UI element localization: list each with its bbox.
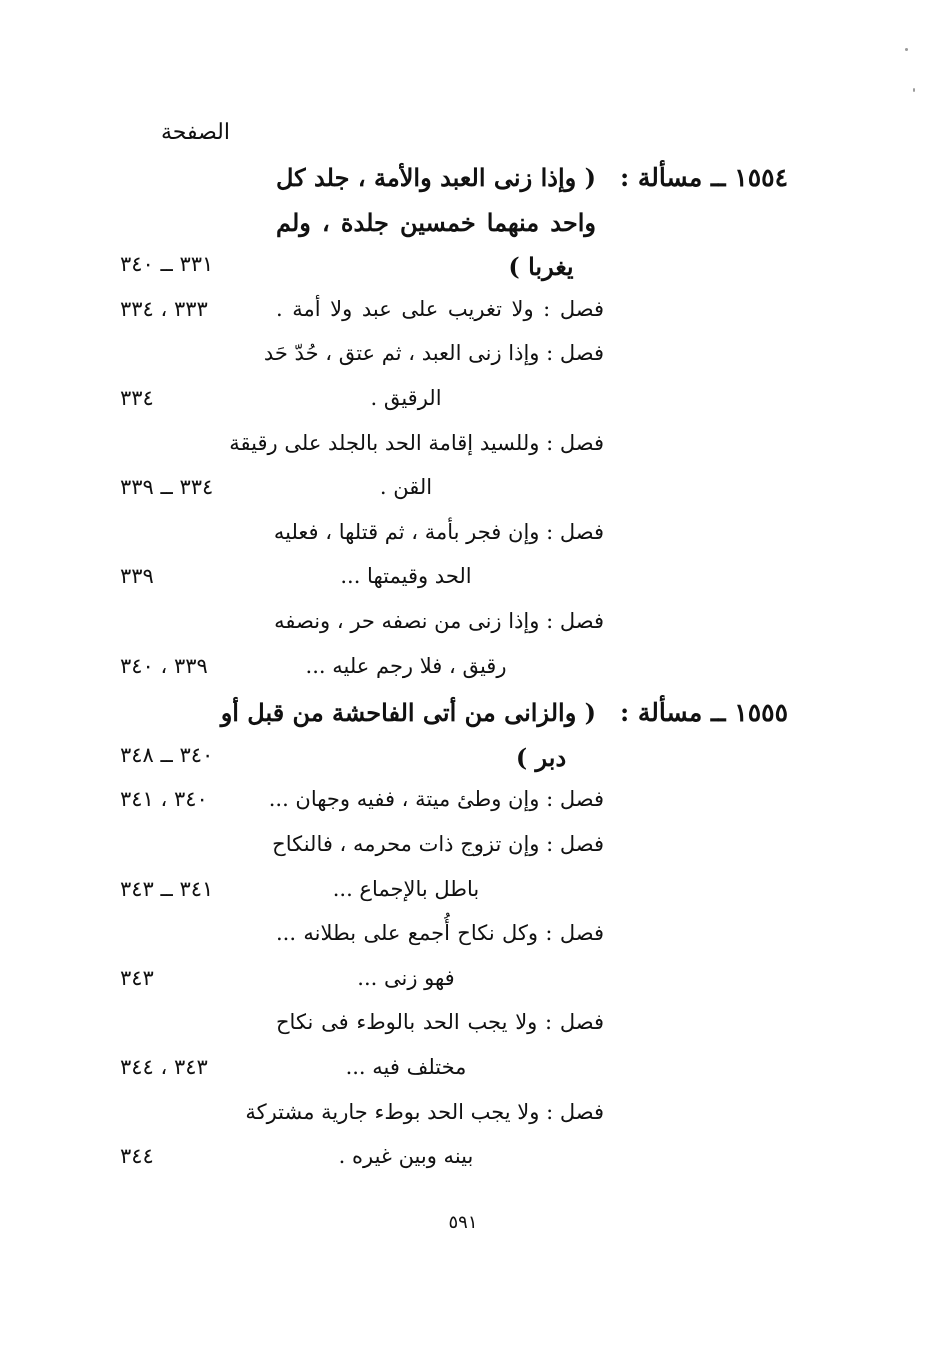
masala-row bbox=[0, 163, 926, 207]
masala-title-line: ( والزانى من أتى الفاحشة من قبل أو bbox=[220, 698, 596, 728]
page-reference: ٣٣٤ bbox=[120, 386, 154, 410]
fasl-text-line: مختلف فيه ... bbox=[345, 1055, 467, 1079]
fasl-row bbox=[0, 475, 926, 519]
fasl-text-line: فصل : وإن وطئ ميتة ، ففيه وجهان ... bbox=[268, 787, 604, 812]
fasl-row bbox=[0, 966, 926, 1010]
fasl-row bbox=[0, 341, 926, 385]
page-column-header: الصفحة bbox=[160, 120, 230, 145]
scan-speck bbox=[913, 88, 915, 92]
masala-title-line: دبر ) bbox=[515, 742, 567, 772]
fasl-row bbox=[0, 1010, 926, 1054]
fasl-text-line: رقيق ، فلا رجم عليه ... bbox=[305, 653, 507, 678]
fasl-text-line: فصل : ولا يجب الحد بوطء جارية مشتركة bbox=[245, 1099, 604, 1124]
fasl-row bbox=[0, 921, 926, 965]
fasl-text-line: فهو زنى ... bbox=[357, 965, 455, 990]
fasl-row bbox=[0, 609, 926, 653]
fasl-row bbox=[0, 520, 926, 564]
page-reference: ٣٣٣ ، ٣٣٤ bbox=[120, 296, 208, 321]
fasl-row bbox=[0, 654, 926, 698]
fasl-text-line: بينه وبين غيره . bbox=[338, 1144, 474, 1169]
fasl-row bbox=[0, 1055, 926, 1099]
fasl-text-line: فصل : وكل نكاح أُجمع على بطلانه ... bbox=[276, 921, 604, 946]
page-reference: ٣٣٩ bbox=[120, 564, 154, 589]
fasl-text-line: فصل : وللسيد إقامة الحد بالجلد على رقيقة bbox=[229, 430, 604, 455]
page-reference: ٣٤٤ bbox=[120, 1144, 154, 1169]
masala-row bbox=[0, 743, 926, 787]
fasl-text-line: فصل : وإذا زنى العبد ، ثم عتق ، حُدّ حَد bbox=[263, 341, 604, 366]
page-reference: ٣٤٠ ــ ٣٤٨ bbox=[120, 742, 214, 767]
fasl-text-line: فصل : وإن تزوج ذات محرمه ، فالنكاح bbox=[272, 832, 604, 856]
fasl-row bbox=[0, 1144, 926, 1188]
fasl-text-line: باطل بالإجماع ... bbox=[332, 876, 480, 901]
page-number: ٥٩١ bbox=[448, 1212, 478, 1233]
masala-title-line: واحد منهما خمسين جلدة ، ولم bbox=[276, 207, 596, 237]
masala-title-line: ( وإذا زنى العبد والأمة ، جلد كل bbox=[276, 163, 596, 192]
page-reference: ٣٣١ ــ ٣٤٠ bbox=[120, 252, 214, 277]
fasl-text-line: الحد وقيمتها ... bbox=[340, 564, 472, 589]
fasl-text-line: فصل : ولا يجب الحد بالوطء فى نكاح bbox=[276, 1010, 604, 1035]
page-reference: ٣٣٤ ــ ٣٣٩ bbox=[120, 475, 214, 500]
fasl-row bbox=[0, 1100, 926, 1144]
fasl-row bbox=[0, 564, 926, 608]
fasl-text-line: الرقيق . bbox=[370, 386, 442, 410]
fasl-text-line: القن . bbox=[379, 475, 433, 500]
fasl-row bbox=[0, 386, 926, 430]
fasl-row bbox=[0, 832, 926, 876]
page-reference: ٣٤٣ ، ٣٤٤ bbox=[120, 1055, 208, 1079]
fasl-row bbox=[0, 297, 926, 341]
scan-speck bbox=[905, 48, 908, 51]
fasl-text-line: فصل : ولا تغريب على عبد ولا أمة . bbox=[276, 296, 604, 321]
masala-number: ١٥٥٤ ــ مسألة : bbox=[619, 163, 788, 192]
fasl-row bbox=[0, 787, 926, 831]
page-reference: ٣٤١ ــ ٣٤٣ bbox=[120, 876, 214, 901]
fasl-row bbox=[0, 877, 926, 921]
fasl-row bbox=[0, 431, 926, 475]
masala-number: ١٥٥٥ ــ مسألة : bbox=[619, 698, 788, 728]
page-reference: ٣٣٩ ، ٣٤٠ bbox=[120, 653, 208, 678]
fasl-text-line: فصل : وإن فجر بأمة ، ثم قتلها ، فعليه bbox=[273, 519, 604, 544]
page-reference: ٣٤٣ bbox=[120, 965, 154, 990]
masala-row bbox=[0, 698, 926, 742]
masala-row bbox=[0, 208, 926, 252]
masala-title-line: يغربا ) bbox=[508, 252, 574, 282]
page-reference: ٣٤٠ ، ٣٤١ bbox=[120, 787, 208, 812]
fasl-text-line: فصل : وإذا زنى من نصفه حر ، ونصفه bbox=[274, 609, 604, 633]
masala-row bbox=[0, 252, 926, 296]
